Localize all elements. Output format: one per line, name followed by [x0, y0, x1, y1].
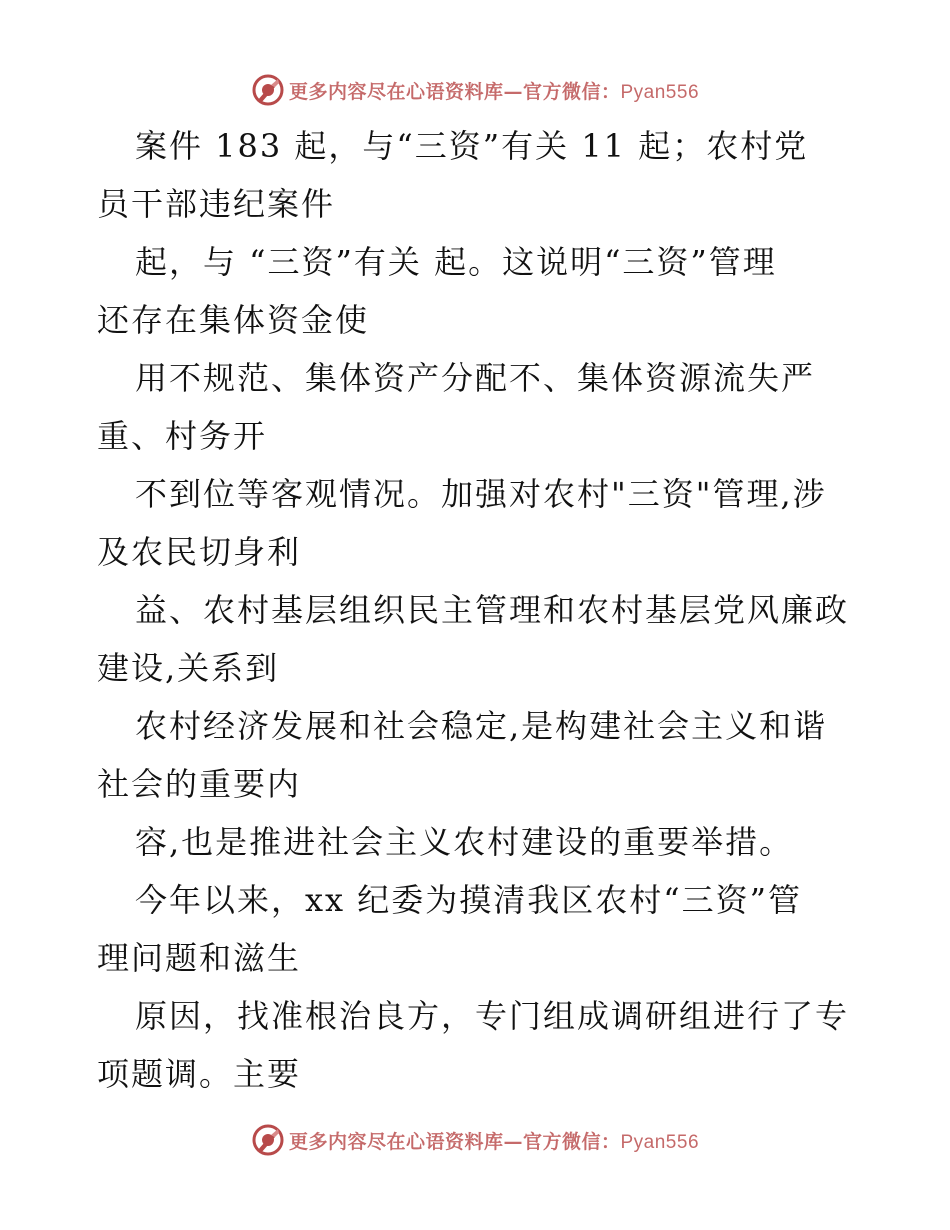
- body-line: 理问题和滋生: [97, 939, 302, 977]
- document-body: [97, 117, 857, 1103]
- footer-wechat-id: Pyan556: [620, 1131, 700, 1153]
- library-logo-icon: [251, 1123, 285, 1157]
- body-line: 及农民切身利: [97, 533, 302, 571]
- body-line: 原因，找准根治良方，专门组成调研组进行了专: [135, 997, 850, 1035]
- body-line: 员干部违纪案件: [97, 185, 336, 223]
- header-separator: —: [503, 80, 523, 103]
- header-wechat-label: 官方微信：: [522, 80, 621, 103]
- body-line: 项题调。主要: [97, 1055, 302, 1093]
- body-line: 社会的重要内: [97, 765, 302, 803]
- footer-banner: [0, 1120, 950, 1160]
- body-line: 用不规范、集体资产分配不、集体资源流失严: [135, 359, 816, 397]
- header-brand-text: 更多内容尽在心语资料库: [288, 80, 504, 103]
- body-line: 还存在集体资金使: [97, 301, 370, 339]
- footer-wechat-label: 官方微信：: [522, 1130, 621, 1153]
- header-banner: [0, 70, 950, 110]
- body-line: 农村经济发展和社会稳定,是构建社会主义和谐: [135, 707, 828, 745]
- body-line: 益、农村基层组织民主管理和农村基层党风廉政: [135, 591, 850, 629]
- body-line: 不到位等客观情况。加强对农村"三资"管理,涉: [135, 475, 827, 513]
- body-line: 案件 183 起，与“三资”有关 11 起；农村党: [135, 127, 809, 165]
- library-logo-icon: [251, 73, 285, 107]
- header-wechat-id: Pyan556: [620, 81, 700, 103]
- body-line: 起，与 “三资”有关 起。这说明“三资”管理: [135, 243, 777, 281]
- body-line: 今年以来，xx 纪委为摸清我区农村“三资”管: [135, 881, 802, 919]
- footer-separator: —: [503, 1130, 523, 1153]
- body-line: 重、村务开: [97, 417, 268, 455]
- body-line: 容,也是推进社会主义农村建设的重要举措。: [135, 823, 794, 861]
- body-line: 建设,关系到: [97, 649, 280, 687]
- footer-brand-text: 更多内容尽在心语资料库: [288, 1130, 504, 1153]
